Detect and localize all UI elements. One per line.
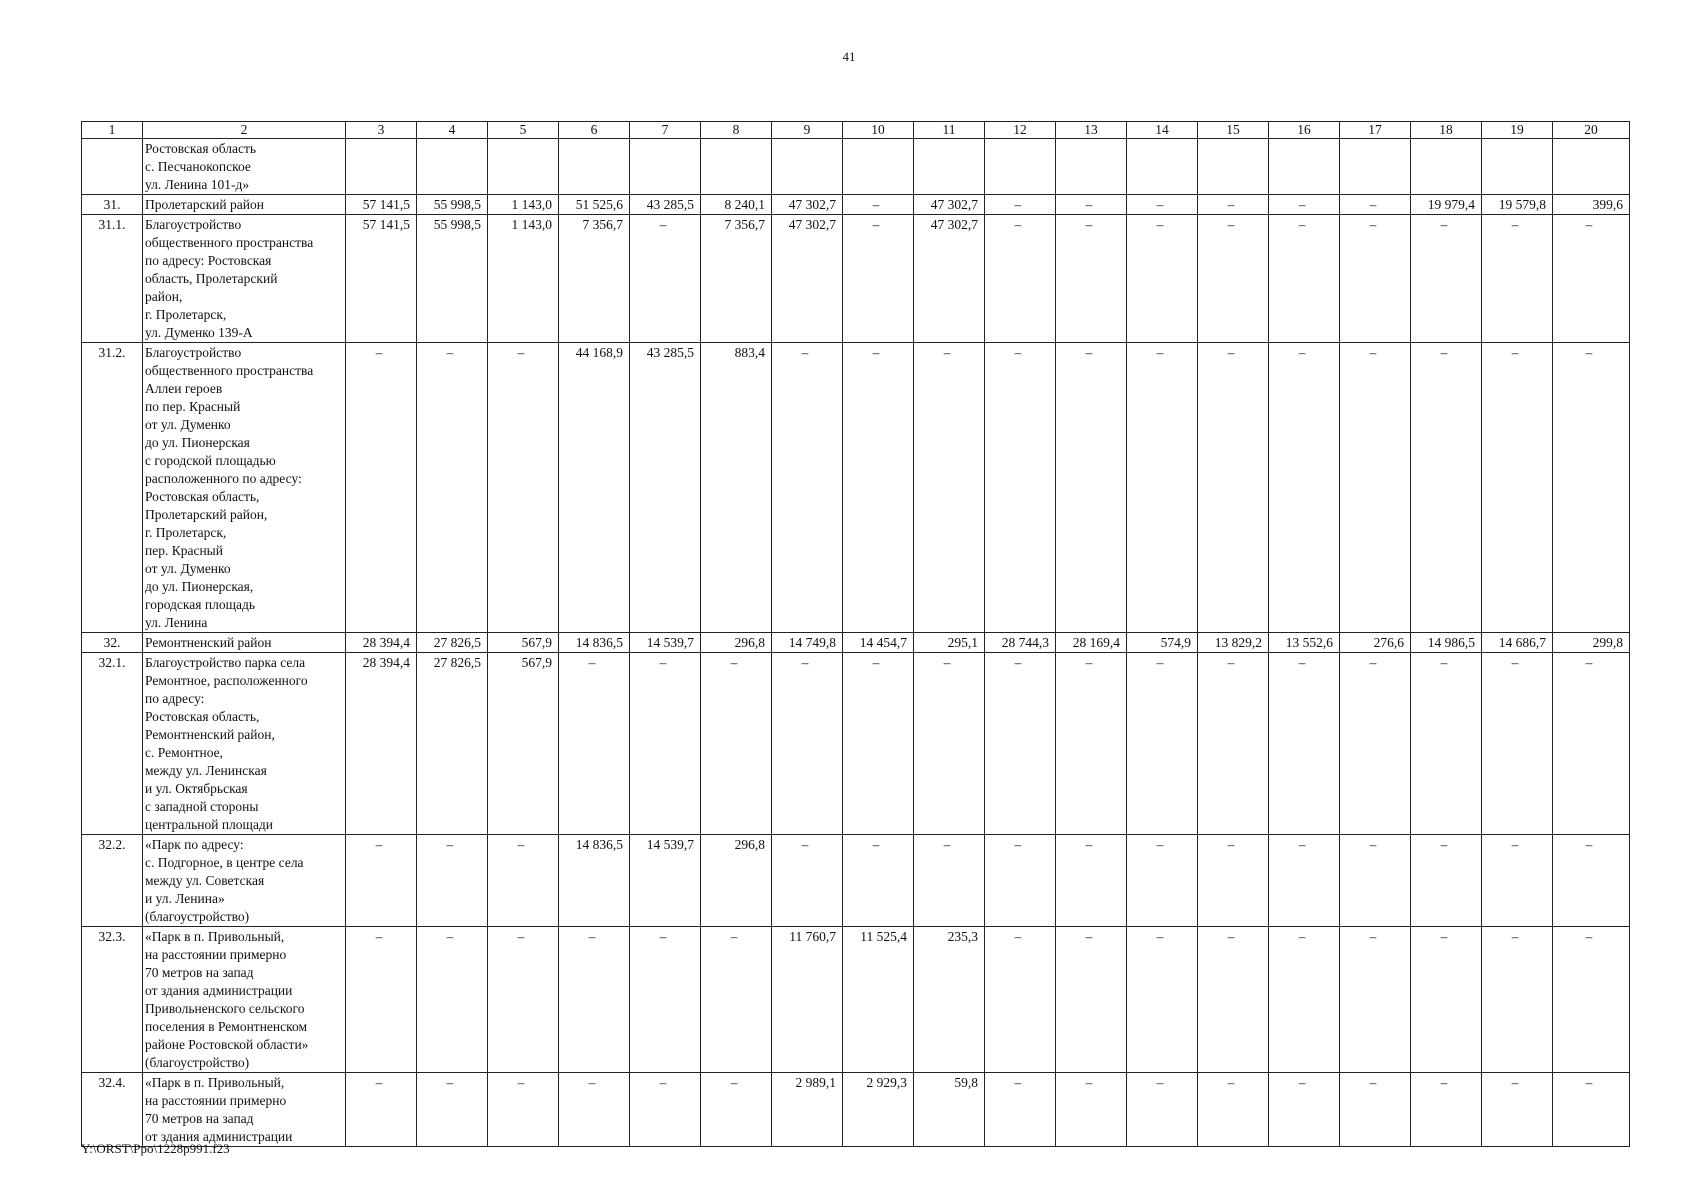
row-number-cell	[82, 139, 143, 195]
value-cell-col-19: –	[1482, 653, 1553, 835]
row-name-cell: «Парк по адресу: с. Подгорное, в центре села между ул. Советская и ул. Ленина» (благоустройство)	[143, 835, 346, 927]
value-cell-col-5: 1 143,0	[488, 195, 559, 215]
value-cell-col-12: –	[985, 835, 1056, 927]
value-cell-col-15: –	[1198, 215, 1269, 343]
value-cell-col-10: –	[843, 835, 914, 927]
value-cell-col-14	[1127, 139, 1198, 195]
value-cell-col-4: –	[417, 927, 488, 1073]
value-cell-col-19: 19 579,8	[1482, 195, 1553, 215]
budget-table	[81, 121, 1630, 1147]
table-row	[82, 343, 1630, 633]
value-cell-col-11: –	[914, 653, 985, 835]
value-cell-col-10: –	[843, 195, 914, 215]
value-cell-col-7: –	[630, 1073, 701, 1147]
table-body	[82, 122, 1630, 1147]
value-cell-col-10: –	[843, 215, 914, 343]
value-cell-col-9: 14 749,8	[772, 633, 843, 653]
row-name-cell: «Парк в п. Привольный, на расстоянии примерно 70 метров на запад от здания администрации Привольненского сельского поселения в Ремонтненском районе Ростовской области» (благоустройство)	[143, 927, 346, 1073]
value-cell-col-16: –	[1269, 215, 1340, 343]
column-number-2: 2	[143, 122, 346, 139]
table-row	[82, 139, 1630, 195]
value-cell-col-17: –	[1340, 835, 1411, 927]
value-cell-col-4	[417, 139, 488, 195]
value-cell-col-5	[488, 139, 559, 195]
value-cell-col-19	[1482, 139, 1553, 195]
value-cell-col-7: –	[630, 653, 701, 835]
value-cell-col-15: –	[1198, 195, 1269, 215]
value-cell-col-5: 567,9	[488, 653, 559, 835]
row-name-cell: Благоустройство парка села Ремонтное, расположенного по адресу: Ростовская область, Ремонтненский район, с. Ремонтное, между ул. Ленинская и ул. Октябрьская с западной стороны центральной площади	[143, 653, 346, 835]
value-cell-col-20: 299,8	[1553, 633, 1630, 653]
value-cell-col-18: –	[1411, 835, 1482, 927]
table-row	[82, 215, 1630, 343]
value-cell-col-18: 19 979,4	[1411, 195, 1482, 215]
value-cell-col-10: 11 525,4	[843, 927, 914, 1073]
value-cell-col-3: 57 141,5	[346, 215, 417, 343]
value-cell-col-17: –	[1340, 195, 1411, 215]
value-cell-col-7: –	[630, 215, 701, 343]
value-cell-col-5: –	[488, 1073, 559, 1147]
value-cell-col-16: –	[1269, 343, 1340, 633]
value-cell-col-14: –	[1127, 835, 1198, 927]
value-cell-col-19: –	[1482, 927, 1553, 1073]
value-cell-col-19: 14 686,7	[1482, 633, 1553, 653]
table-row	[82, 927, 1630, 1073]
value-cell-col-14: 574,9	[1127, 633, 1198, 653]
value-cell-col-19: –	[1482, 215, 1553, 343]
value-cell-col-16: 13 552,6	[1269, 633, 1340, 653]
row-number-cell: 31.1.	[82, 215, 143, 343]
column-number-20: 20	[1553, 122, 1630, 139]
value-cell-col-7: 14 539,7	[630, 633, 701, 653]
value-cell-col-8: 296,8	[701, 835, 772, 927]
value-cell-col-4: –	[417, 835, 488, 927]
value-cell-col-5: –	[488, 927, 559, 1073]
column-number-11: 11	[914, 122, 985, 139]
value-cell-col-17: –	[1340, 927, 1411, 1073]
value-cell-col-12	[985, 139, 1056, 195]
row-number-cell: 32.3.	[82, 927, 143, 1073]
value-cell-col-3: –	[346, 343, 417, 633]
value-cell-col-18: –	[1411, 653, 1482, 835]
value-cell-col-16: –	[1269, 1073, 1340, 1147]
value-cell-col-13: –	[1056, 195, 1127, 215]
column-number-12: 12	[985, 122, 1056, 139]
value-cell-col-6: 14 836,5	[559, 835, 630, 927]
value-cell-col-15: 13 829,2	[1198, 633, 1269, 653]
value-cell-col-20: –	[1553, 653, 1630, 835]
value-cell-col-9	[772, 139, 843, 195]
table-row	[82, 195, 1630, 215]
value-cell-col-20: –	[1553, 215, 1630, 343]
value-cell-col-20: –	[1553, 343, 1630, 633]
value-cell-col-19: –	[1482, 1073, 1553, 1147]
value-cell-col-11: 47 302,7	[914, 195, 985, 215]
row-number-cell: 32.2.	[82, 835, 143, 927]
value-cell-col-14: –	[1127, 195, 1198, 215]
value-cell-col-12: –	[985, 215, 1056, 343]
value-cell-col-14: –	[1127, 1073, 1198, 1147]
value-cell-col-3: –	[346, 927, 417, 1073]
value-cell-col-20: –	[1553, 927, 1630, 1073]
value-cell-col-11: 295,1	[914, 633, 985, 653]
column-number-4: 4	[417, 122, 488, 139]
value-cell-col-13: –	[1056, 927, 1127, 1073]
value-cell-col-8: 883,4	[701, 343, 772, 633]
value-cell-col-14: –	[1127, 215, 1198, 343]
value-cell-col-8: 296,8	[701, 633, 772, 653]
value-cell-col-19: –	[1482, 835, 1553, 927]
value-cell-col-9: 11 760,7	[772, 927, 843, 1073]
row-name-cell: Благоустройство общественного пространства Аллеи героев по пер. Красный от ул. Думенко до ул. Пионерская с городской площадью расположенного по адресу: Ростовская область, Пролетарский район, г. Пролетарск, пер. Красный от ул. Думенко до ул. Пионерская, городская площадь ул. Ленина	[143, 343, 346, 633]
column-number-17: 17	[1340, 122, 1411, 139]
value-cell-col-7: 14 539,7	[630, 835, 701, 927]
value-cell-col-7: 43 285,5	[630, 195, 701, 215]
value-cell-col-9: 47 302,7	[772, 195, 843, 215]
value-cell-col-3: –	[346, 835, 417, 927]
value-cell-col-11: –	[914, 835, 985, 927]
value-cell-col-5: –	[488, 343, 559, 633]
value-cell-col-6	[559, 139, 630, 195]
value-cell-col-11	[914, 139, 985, 195]
value-cell-col-13: –	[1056, 215, 1127, 343]
value-cell-col-5: –	[488, 835, 559, 927]
page-number: 41	[842, 49, 856, 64]
value-cell-col-4: –	[417, 1073, 488, 1147]
value-cell-col-20: –	[1553, 1073, 1630, 1147]
value-cell-col-9: –	[772, 653, 843, 835]
value-cell-col-17	[1340, 139, 1411, 195]
column-number-10: 10	[843, 122, 914, 139]
value-cell-col-4: –	[417, 343, 488, 633]
value-cell-col-12: 28 744,3	[985, 633, 1056, 653]
value-cell-col-6: 14 836,5	[559, 633, 630, 653]
value-cell-col-9: –	[772, 343, 843, 633]
column-number-5: 5	[488, 122, 559, 139]
value-cell-col-3: 28 394,4	[346, 653, 417, 835]
value-cell-col-18: –	[1411, 927, 1482, 1073]
value-cell-col-15: –	[1198, 835, 1269, 927]
value-cell-col-10: 2 929,3	[843, 1073, 914, 1147]
value-cell-col-16: –	[1269, 653, 1340, 835]
value-cell-col-14: –	[1127, 653, 1198, 835]
column-number-9: 9	[772, 122, 843, 139]
value-cell-col-17: –	[1340, 215, 1411, 343]
value-cell-col-8: –	[701, 1073, 772, 1147]
value-cell-col-16	[1269, 139, 1340, 195]
value-cell-col-3	[346, 139, 417, 195]
table-row	[82, 633, 1630, 653]
value-cell-col-6: 7 356,7	[559, 215, 630, 343]
row-name-cell: Благоустройство общественного пространства по адресу: Ростовская область, Пролетарский район, г. Пролетарск, ул. Думенко 139-А	[143, 215, 346, 343]
row-number-cell: 32.1.	[82, 653, 143, 835]
value-cell-col-10	[843, 139, 914, 195]
column-number-13: 13	[1056, 122, 1127, 139]
value-cell-col-6: 44 168,9	[559, 343, 630, 633]
value-cell-col-3: 57 141,5	[346, 195, 417, 215]
value-cell-col-13: –	[1056, 343, 1127, 633]
value-cell-col-6: 51 525,6	[559, 195, 630, 215]
value-cell-col-10: –	[843, 343, 914, 633]
row-name-cell: Ремонтненский район	[143, 633, 346, 653]
value-cell-col-6: –	[559, 927, 630, 1073]
value-cell-col-18: –	[1411, 1073, 1482, 1147]
row-number-cell: 31.2.	[82, 343, 143, 633]
row-number-cell: 32.4.	[82, 1073, 143, 1147]
row-number-cell: 32.	[82, 633, 143, 653]
value-cell-col-11: 235,3	[914, 927, 985, 1073]
value-cell-col-15: –	[1198, 653, 1269, 835]
footer-file-path: Y:\ORST\Ppo\1228p991.f23	[81, 1141, 230, 1156]
value-cell-col-7	[630, 139, 701, 195]
value-cell-col-15	[1198, 139, 1269, 195]
value-cell-col-9: –	[772, 835, 843, 927]
column-number-16: 16	[1269, 122, 1340, 139]
value-cell-col-18: 14 986,5	[1411, 633, 1482, 653]
column-number-19: 19	[1482, 122, 1553, 139]
row-name-cell: Ростовская область с. Песчанокопское ул. Ленина 101-д»	[143, 139, 346, 195]
column-number-18: 18	[1411, 122, 1482, 139]
value-cell-col-14: –	[1127, 927, 1198, 1073]
value-cell-col-10: 14 454,7	[843, 633, 914, 653]
column-number-1: 1	[82, 122, 143, 139]
value-cell-col-18: –	[1411, 343, 1482, 633]
value-cell-col-13: –	[1056, 835, 1127, 927]
column-number-row	[82, 122, 1630, 139]
value-cell-col-11: 47 302,7	[914, 215, 985, 343]
table-row	[82, 653, 1630, 835]
value-cell-col-16: –	[1269, 835, 1340, 927]
value-cell-col-6: –	[559, 653, 630, 835]
value-cell-col-12: –	[985, 653, 1056, 835]
column-number-3: 3	[346, 122, 417, 139]
value-cell-col-12: –	[985, 1073, 1056, 1147]
value-cell-col-15: –	[1198, 1073, 1269, 1147]
value-cell-col-12: –	[985, 195, 1056, 215]
value-cell-col-4: 27 826,5	[417, 653, 488, 835]
value-cell-col-19: –	[1482, 343, 1553, 633]
value-cell-col-3: 28 394,4	[346, 633, 417, 653]
value-cell-col-10: –	[843, 653, 914, 835]
value-cell-col-8: 8 240,1	[701, 195, 772, 215]
value-cell-col-17: –	[1340, 343, 1411, 633]
value-cell-col-15: –	[1198, 343, 1269, 633]
value-cell-col-16: –	[1269, 927, 1340, 1073]
value-cell-col-13	[1056, 139, 1127, 195]
table-row	[82, 835, 1630, 927]
value-cell-col-17: –	[1340, 653, 1411, 835]
value-cell-col-12: –	[985, 927, 1056, 1073]
row-number-cell: 31.	[82, 195, 143, 215]
value-cell-col-8: –	[701, 927, 772, 1073]
value-cell-col-11: –	[914, 343, 985, 633]
value-cell-col-20	[1553, 139, 1630, 195]
value-cell-col-3: –	[346, 1073, 417, 1147]
column-number-15: 15	[1198, 122, 1269, 139]
column-number-6: 6	[559, 122, 630, 139]
value-cell-col-8: 7 356,7	[701, 215, 772, 343]
value-cell-col-7: –	[630, 927, 701, 1073]
value-cell-col-4: 55 998,5	[417, 215, 488, 343]
value-cell-col-9: 2 989,1	[772, 1073, 843, 1147]
value-cell-col-15: –	[1198, 927, 1269, 1073]
value-cell-col-18: –	[1411, 215, 1482, 343]
row-name-cell: «Парк в п. Привольный, на расстоянии примерно 70 метров на запад от здания администрации	[143, 1073, 346, 1147]
value-cell-col-14: –	[1127, 343, 1198, 633]
value-cell-col-13: 28 169,4	[1056, 633, 1127, 653]
value-cell-col-16: –	[1269, 195, 1340, 215]
value-cell-col-9: 47 302,7	[772, 215, 843, 343]
value-cell-col-17: 276,6	[1340, 633, 1411, 653]
value-cell-col-13: –	[1056, 653, 1127, 835]
value-cell-col-12: –	[985, 343, 1056, 633]
column-number-14: 14	[1127, 122, 1198, 139]
value-cell-col-8	[701, 139, 772, 195]
column-number-8: 8	[701, 122, 772, 139]
value-cell-col-4: 55 998,5	[417, 195, 488, 215]
value-cell-col-18	[1411, 139, 1482, 195]
value-cell-col-6: –	[559, 1073, 630, 1147]
value-cell-col-7: 43 285,5	[630, 343, 701, 633]
value-cell-col-5: 567,9	[488, 633, 559, 653]
value-cell-col-4: 27 826,5	[417, 633, 488, 653]
value-cell-col-11: 59,8	[914, 1073, 985, 1147]
column-number-7: 7	[630, 122, 701, 139]
value-cell-col-20: –	[1553, 835, 1630, 927]
table-row	[82, 1073, 1630, 1147]
value-cell-col-5: 1 143,0	[488, 215, 559, 343]
value-cell-col-13: –	[1056, 1073, 1127, 1147]
row-name-cell: Пролетарский район	[143, 195, 346, 215]
value-cell-col-17: –	[1340, 1073, 1411, 1147]
value-cell-col-20: 399,6	[1553, 195, 1630, 215]
value-cell-col-8: –	[701, 653, 772, 835]
